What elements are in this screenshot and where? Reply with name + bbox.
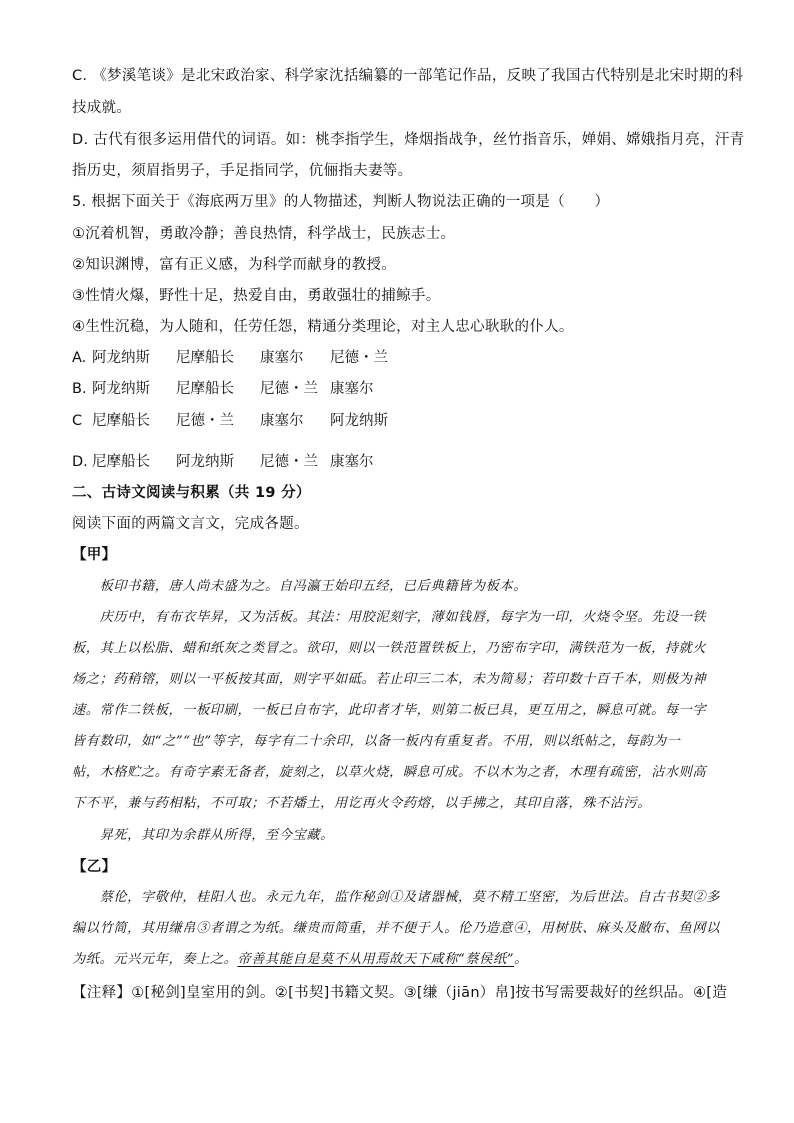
choice-c [72,411,388,431]
option-d-line-2: 指历史，须眉指男子，手足指同学，伉俪指夫妻等。 [72,163,413,179]
passage-jia-line: 炀之；药稍镕，则以一平板按其面，则字平如砥。若止印三二本，未为简易；若印数十百千本，则极为神 [72,672,707,687]
choice-label: B. [72,381,87,397]
choice-item: 尼摩船长 [92,413,150,429]
choice-item: 阿龙纳斯 [330,413,388,429]
choice-item: 康塞尔 [260,413,304,429]
passage-jia-line: 昇死，其印为余群从所得，至今宝藏。 [72,828,334,843]
passage-jia-line: 板印书籍，唐人尚未盛为之。自冯瀛王始印五经，已后典籍皆为板本。 [72,579,527,594]
character-description-1: ①沉着机智，勇敢冷静；善良热情，科学战士，民族志士。 [72,226,456,242]
choice-item: 康塞尔 [330,381,374,397]
choice-item: 尼德・兰 [260,381,318,397]
option-c-line-2: 技成就。 [72,100,132,116]
choice-item: 尼德・兰 [330,350,388,366]
character-description-4: ④生性沉稳，为人随和，任劳任怨，精通分类理论，对主人忠心耿耿的仆人。 [72,319,574,335]
choice-label: A. [72,350,87,366]
passage-yi-text: 。 [514,952,528,967]
section-2-heading: 二、古诗文阅读与积累（共 19 分） [72,485,311,501]
choice-a [72,348,388,368]
choice-label: C [72,413,83,429]
passage-yi-line: 编以竹简，其用缣帛③者谓之为纸。缣贵而简重，并不便于人。伦乃造意④，用树肤、麻头及敝布、鱼网以 [72,921,721,936]
passage-jia-line: 庆历中，有布衣毕昇，又为活板。其法：用胶泥刻字，薄如钱唇，每字为一印，火烧令坚。先设一铁 [72,610,707,625]
underlined-sentence: 帝善其能自是莫不从用焉故天下咸称“蔡侯纸” [237,952,515,967]
annotation-note: 【注释】①[秘剑]皇室用的剑。②[书契]书籍文契。③[缣（jiān）帛]按书写需要裁好的丝织品。④[造 [72,985,728,1001]
choice-item: 尼摩船长 [176,350,234,366]
option-d-line-1: D. 古代有很多运用借代的词语。如：桃李指学生，烽烟指战争，丝竹指音乐，婵娟、嫦娥指月亮，汗青 [72,132,745,148]
passage-yi-line [72,950,732,970]
passage-yi-text: 为纸。元兴元年，奏上之。 [72,952,238,967]
passage-jia-line: 下不平，兼与药相粘，不可取；不若燔土，用讫再火令药熔，以手拂之，其印自落，殊不沾污。 [72,796,652,811]
choice-d [72,452,374,472]
choice-label: D. [72,454,88,470]
choice-item: 阿龙纳斯 [176,454,234,470]
passage-jia-line: 帖，木格贮之。有奇字素无备者，旋刻之，以草火烧，瞬息可成。不以木为之者，木理有疏密，沾水则高 [72,765,707,780]
passage-yi-line: 蔡伦，字敬仲，桂阳人也。永元九年，监作秘剑①及诸器械，莫不精工坚密，为后世法。自古书契②多 [72,890,721,905]
passage-jia-line: 皆有数印，如“之”“也”等字，每字有二十余印，以备一板内有重复者。不用，则以纸帖之，每韵为一 [72,734,681,749]
passage-jia-label: 【甲】 [72,547,117,563]
choice-item: 阿龙纳斯 [92,350,150,366]
choice-item: 阿龙纳斯 [92,381,150,397]
question-5-stem: 5. 根据下面关于《海底两万里》的人物描述，判断人物说法正确的一项是（ ） [72,194,610,210]
choice-item: 康塞尔 [330,454,374,470]
option-c-line-1: C. 《梦溪笔谈》是北宋政治家、科学家沈括编纂的一部笔记作品，反映了我国古代特别是北宋时期的科 [72,68,744,84]
choice-item: 康塞尔 [260,350,304,366]
choice-item: 尼摩船长 [176,381,234,397]
choice-b [72,379,374,399]
passage-jia-line: 速。常作二铁板，一板印刷，一板已自布字，此印者才毕，则第二板已具，更互用之，瞬息可就。每一字 [72,703,707,718]
passage-jia-line: 板，其上以松脂、蜡和纸灰之类冒之。欲印，则以一铁范置铁板上，乃密布字印，满铁范为一板，持就火 [72,641,707,656]
character-description-2: ②知识渊博，富有正义感，为科学而献身的教授。 [72,257,397,273]
choice-item: 尼摩船长 [92,454,150,470]
section-2-intro: 阅读下面的两篇文言文，完成各题。 [72,516,309,532]
choice-item: 尼德・兰 [260,454,318,470]
choice-item: 尼德・兰 [176,413,234,429]
character-description-3: ③性情火爆，野性十足，热爱自由，勇敢强壮的捕鲸手。 [72,288,441,304]
passage-yi-label: 【乙】 [72,859,117,875]
